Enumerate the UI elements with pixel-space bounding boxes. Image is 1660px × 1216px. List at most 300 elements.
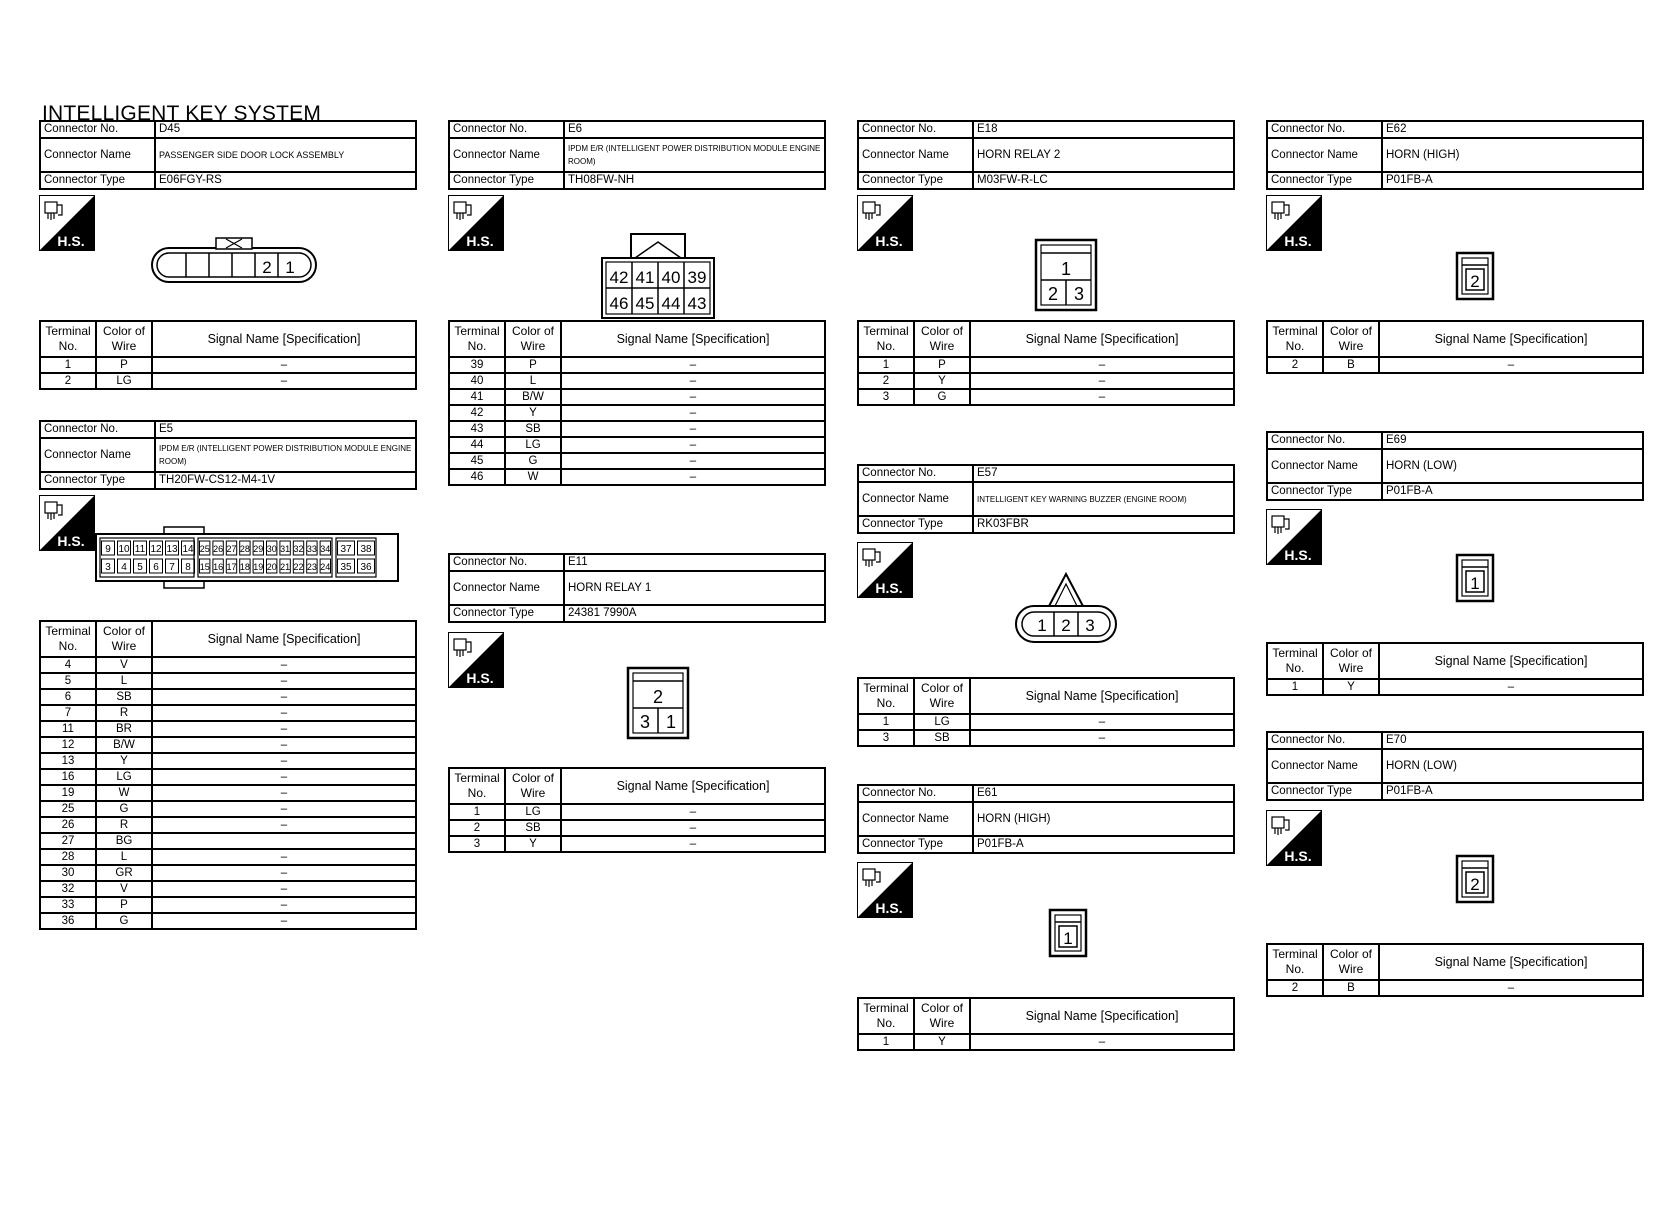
connector-no-label: Connector No. [858, 121, 973, 138]
harness-side-icon [857, 195, 913, 251]
wire-color-cell: B/W [96, 737, 152, 753]
connector-diagram-d45 [150, 236, 320, 286]
table-row [40, 705, 416, 721]
terminal-no-cell: 32 [40, 881, 96, 897]
wire-color-cell: Y [914, 373, 970, 389]
table-row [1267, 357, 1643, 373]
color-header: Color of Wire [914, 321, 970, 357]
connector-no-label: Connector No. [858, 785, 973, 802]
connector-type-label: Connector Type [40, 472, 155, 489]
terminal-no-cell: 12 [40, 737, 96, 753]
terminal-block-e57 [857, 677, 1235, 747]
terminal-no-cell: 2 [858, 373, 914, 389]
terminal-no-cell: 16 [40, 769, 96, 785]
signal-name-cell: – [561, 437, 825, 453]
connector-type-value: TH08FW-NH [564, 172, 825, 189]
connector-block-e61 [857, 784, 1235, 854]
table-row [40, 913, 416, 929]
terminal-no-cell: 4 [40, 657, 96, 673]
connector-diagram-e62 [1455, 251, 1495, 301]
terminal-no-cell: 3 [858, 730, 914, 746]
color-header: Color of Wire [505, 768, 561, 804]
signal-header: Signal Name [Specification] [970, 321, 1234, 357]
connector-name-label: Connector Name [1267, 449, 1382, 483]
table-row [40, 657, 416, 673]
terminal-no-cell: 2 [1267, 357, 1323, 373]
table-row [858, 357, 1234, 373]
table-row [449, 357, 825, 373]
connector-name-value: INTELLIGENT KEY WARNING BUZZER (ENGINE ROOM) [973, 482, 1234, 516]
wire-color-cell: V [96, 657, 152, 673]
connector-block-d45 [39, 120, 417, 190]
signal-name-cell: – [152, 705, 416, 721]
connector-info-table [857, 464, 1235, 534]
table-row [40, 817, 416, 833]
cavity-label: 1 [665, 712, 677, 732]
connector-name-value: PASSENGER SIDE DOOR LOCK ASSEMBLY [155, 138, 416, 172]
connector-name-label: Connector Name [1267, 138, 1382, 172]
harness-side-icon [448, 195, 504, 251]
cavity-label: 8 [185, 562, 191, 573]
cavity-label: 42 [609, 268, 629, 287]
hs-label: H.S. [466, 670, 494, 686]
wire-color-cell: SB [505, 421, 561, 437]
wire-color-cell: B [1323, 357, 1379, 373]
color-header: Color of Wire [96, 621, 152, 657]
cavity-label: 2 [262, 258, 272, 277]
wire-color-cell: R [96, 705, 152, 721]
wire-color-cell: Y [505, 405, 561, 421]
cavity-label: 46 [609, 294, 629, 313]
terminal-table [39, 320, 417, 390]
terminal-block-e62 [1266, 320, 1644, 374]
cavity-label: 39 [687, 268, 707, 287]
connector-info-table [857, 120, 1235, 190]
harness-side-icon [448, 632, 504, 688]
terminal-no-cell: 36 [40, 913, 96, 929]
cavity-label: 11 [134, 544, 146, 555]
connector-diagram-e61 [1048, 908, 1088, 958]
signal-name-cell: – [1379, 980, 1643, 996]
signal-header: Signal Name [Specification] [561, 321, 825, 357]
connector-type-value: P01FB-A [1382, 783, 1643, 800]
signal-name-cell: – [152, 721, 416, 737]
connector-name-value: HORN (HIGH) [973, 802, 1234, 836]
terminal-no-cell: 6 [40, 689, 96, 705]
cavity-label: 5 [137, 562, 143, 573]
connector-name-value: HORN (LOW) [1382, 749, 1643, 783]
signal-name-cell: – [561, 389, 825, 405]
cavity-label: 6 [153, 562, 159, 573]
connector-type-value: TH20FW-CS12-M4-1V [155, 472, 416, 489]
cavity-label: 1 [1037, 616, 1047, 635]
color-header: Color of Wire [914, 678, 970, 714]
cavity-label: 34 [320, 544, 331, 554]
connector-type-label: Connector Type [40, 172, 155, 189]
signal-name-cell: – [561, 804, 825, 820]
cavity-label: 1 [1470, 574, 1480, 593]
terminal-no-cell: 3 [449, 836, 505, 852]
wire-color-cell: Y [96, 753, 152, 769]
cavity-label: 13 [166, 544, 178, 555]
connector-info-table [1266, 431, 1644, 501]
terminal-no-cell: 1 [858, 714, 914, 730]
connector-type-label: Connector Type [449, 605, 564, 622]
table-row [40, 737, 416, 753]
terminal-no-header: Terminal No. [1267, 944, 1323, 980]
connector-type-value: P01FB-A [973, 836, 1234, 853]
terminal-no-header: Terminal No. [1267, 643, 1323, 679]
harness-side-icon [39, 495, 95, 551]
wire-color-cell: Y [505, 836, 561, 852]
table-row [858, 389, 1234, 405]
connector-no-value: E70 [1382, 732, 1643, 749]
table-row [449, 405, 825, 421]
terminal-no-header: Terminal No. [858, 321, 914, 357]
hs-label: H.S. [1284, 547, 1312, 563]
connector-name-value: HORN RELAY 2 [973, 138, 1234, 172]
cavity-label: 2 [1047, 284, 1059, 304]
wire-color-cell: Y [1323, 679, 1379, 695]
signal-name-cell: – [152, 849, 416, 865]
connector-no-value: E5 [155, 421, 416, 438]
connector-block-e5 [39, 420, 417, 490]
hs-label: H.S. [875, 900, 903, 916]
cavity-label: 32 [293, 544, 304, 554]
signal-name-cell: – [1379, 679, 1643, 695]
wire-color-cell: SB [505, 820, 561, 836]
connector-no-value: E69 [1382, 432, 1643, 449]
connector-block-e11 [448, 553, 826, 623]
connector-type-value: M03FW-R-LC [973, 172, 1234, 189]
terminal-no-cell: 1 [858, 1034, 914, 1050]
signal-header: Signal Name [Specification] [152, 621, 416, 657]
signal-name-cell: – [152, 881, 416, 897]
hs-label: H.S. [875, 233, 903, 249]
wire-color-cell: B [1323, 980, 1379, 996]
cavity-label: 1 [1060, 259, 1072, 279]
terminal-no-header: Terminal No. [449, 321, 505, 357]
cavity-label: 12 [150, 544, 162, 555]
wire-color-cell: G [96, 801, 152, 817]
connector-diagram-e6 [600, 232, 716, 320]
signal-name-cell: – [152, 817, 416, 833]
terminal-block-e11 [448, 767, 826, 853]
cavity-label: 3 [1085, 616, 1095, 635]
table-row [858, 1034, 1234, 1050]
cavity-label: 1 [1063, 929, 1073, 948]
signal-name-cell: – [561, 373, 825, 389]
terminal-table [1266, 642, 1644, 696]
connector-name-value: HORN (HIGH) [1382, 138, 1643, 172]
harness-side-icon [1266, 509, 1322, 565]
connector-diagram-e57 [1014, 572, 1118, 644]
terminal-no-cell: 28 [40, 849, 96, 865]
wire-color-cell: SB [96, 689, 152, 705]
cavity-label: 45 [635, 294, 655, 313]
terminal-no-cell: 2 [1267, 980, 1323, 996]
cavity-label: 20 [266, 562, 277, 572]
signal-name-cell: – [561, 469, 825, 485]
table-row [449, 469, 825, 485]
table-row [40, 881, 416, 897]
table-row [40, 897, 416, 913]
wire-color-cell: SB [914, 730, 970, 746]
table-row [40, 357, 416, 373]
signal-name-cell: – [152, 689, 416, 705]
table-row [40, 769, 416, 785]
signal-name-cell: – [152, 865, 416, 881]
connector-name-label: Connector Name [858, 138, 973, 172]
signal-header: Signal Name [Specification] [970, 998, 1234, 1034]
signal-name-cell: – [152, 913, 416, 929]
terminal-block-d45 [39, 320, 417, 390]
terminal-no-cell: 1 [449, 804, 505, 820]
signal-name-cell: – [561, 820, 825, 836]
terminal-no-cell: 3 [858, 389, 914, 405]
wire-color-cell: W [505, 469, 561, 485]
harness-side-icon [1266, 195, 1322, 251]
cavity-label: 3 [105, 562, 111, 573]
connector-block-e70 [1266, 731, 1644, 801]
terminal-no-cell: 7 [40, 705, 96, 721]
connector-diagram-e70 [1455, 854, 1495, 904]
connector-block-e57 [857, 464, 1235, 534]
wire-color-cell: L [96, 849, 152, 865]
table-row [449, 804, 825, 820]
connector-type-value: P01FB-A [1382, 172, 1643, 189]
connector-no-label: Connector No. [1267, 121, 1382, 138]
connector-info-table [448, 120, 826, 190]
signal-header: Signal Name [Specification] [152, 321, 416, 357]
table-row [1267, 980, 1643, 996]
cavity-label: 7 [169, 562, 175, 573]
cavity-label: 10 [118, 544, 130, 555]
signal-name-cell: – [152, 769, 416, 785]
terminal-no-cell: 43 [449, 421, 505, 437]
connector-name-value: HORN (LOW) [1382, 449, 1643, 483]
signal-name-cell: – [152, 801, 416, 817]
connector-name-label: Connector Name [449, 571, 564, 605]
wire-color-cell: L [96, 673, 152, 689]
connector-name-label: Connector Name [858, 482, 973, 516]
terminal-no-cell: 26 [40, 817, 96, 833]
signal-name-cell: – [970, 357, 1234, 373]
cavity-label: 18 [239, 562, 250, 572]
signal-name-cell: – [970, 389, 1234, 405]
wire-color-cell: LG [505, 804, 561, 820]
terminal-no-header: Terminal No. [449, 768, 505, 804]
hs-label: H.S. [1284, 233, 1312, 249]
table-row [449, 421, 825, 437]
table-row [40, 865, 416, 881]
hs-label: H.S. [466, 233, 494, 249]
signal-name-cell: – [970, 730, 1234, 746]
terminal-no-cell: 11 [40, 721, 96, 737]
signal-name-cell: – [152, 373, 416, 389]
signal-header: Signal Name [Specification] [1379, 321, 1643, 357]
terminal-no-cell: 1 [858, 357, 914, 373]
cavity-label: 14 [182, 544, 194, 555]
table-row [449, 389, 825, 405]
connector-no-value: E6 [564, 121, 825, 138]
connector-name-label: Connector Name [40, 138, 155, 172]
wire-color-cell: Y [914, 1034, 970, 1050]
terminal-no-header: Terminal No. [858, 678, 914, 714]
signal-header: Signal Name [Specification] [1379, 643, 1643, 679]
connector-name-label: Connector Name [1267, 749, 1382, 783]
connector-info-table [39, 420, 417, 490]
terminal-no-cell: 44 [449, 437, 505, 453]
connector-block-e6 [448, 120, 826, 190]
table-row [858, 730, 1234, 746]
table-row [1267, 679, 1643, 695]
harness-side-icon [1266, 810, 1322, 866]
table-row [40, 849, 416, 865]
terminal-table [1266, 943, 1644, 997]
terminal-no-cell: 41 [449, 389, 505, 405]
connector-no-label: Connector No. [449, 121, 564, 138]
connector-type-label: Connector Type [1267, 783, 1382, 800]
signal-name-cell: – [970, 373, 1234, 389]
terminal-table [1266, 320, 1644, 374]
wire-color-cell: W [96, 785, 152, 801]
connector-type-value: RK03FBR [973, 516, 1234, 533]
signal-name-cell: – [970, 1034, 1234, 1050]
connector-no-label: Connector No. [1267, 432, 1382, 449]
wire-color-cell: G [914, 389, 970, 405]
cavity-label: 40 [661, 268, 681, 287]
terminal-no-cell: 42 [449, 405, 505, 421]
terminal-table [448, 767, 826, 853]
table-row [40, 753, 416, 769]
table-row [40, 721, 416, 737]
cavity-label: 37 [340, 544, 352, 555]
wire-color-cell: G [505, 453, 561, 469]
signal-name-cell: – [561, 405, 825, 421]
terminal-no-cell: 13 [40, 753, 96, 769]
signal-name-cell: – [152, 657, 416, 673]
wire-color-cell: GR [96, 865, 152, 881]
wire-color-cell: P [96, 897, 152, 913]
connector-type-label: Connector Type [858, 516, 973, 533]
cavity-label: 9 [105, 544, 111, 555]
wire-color-cell: V [96, 881, 152, 897]
wire-color-cell: BG [96, 833, 152, 849]
cavity-label: 19 [253, 562, 264, 572]
terminal-block-e70 [1266, 943, 1644, 997]
cavity-label: 25 [199, 544, 210, 554]
connector-no-label: Connector No. [40, 421, 155, 438]
cavity-label: 3 [1073, 284, 1085, 304]
terminal-block-e18 [857, 320, 1235, 406]
connector-type-label: Connector Type [449, 172, 564, 189]
connector-name-value: HORN RELAY 1 [564, 571, 825, 605]
connector-type-value: 24381 7990A [564, 605, 825, 622]
cavity-label: 28 [239, 544, 250, 554]
cavity-label: 44 [661, 294, 681, 313]
cavity-label: 16 [213, 562, 224, 572]
signal-name-cell: – [1379, 357, 1643, 373]
cavity-label: 22 [293, 562, 304, 572]
terminal-no-cell: 25 [40, 801, 96, 817]
color-header: Color of Wire [1323, 944, 1379, 980]
terminal-no-cell: 2 [40, 373, 96, 389]
color-header: Color of Wire [1323, 643, 1379, 679]
signal-name-cell [152, 833, 416, 849]
connector-diagram-e5 [94, 526, 400, 590]
wire-color-cell: R [96, 817, 152, 833]
cavity-label: 24 [320, 562, 331, 572]
connector-block-e18 [857, 120, 1235, 190]
connector-type-label: Connector Type [1267, 483, 1382, 500]
connector-no-value: D45 [155, 121, 416, 138]
connector-no-value: E57 [973, 465, 1234, 482]
cavity-label: 3 [639, 712, 651, 732]
harness-side-icon [857, 862, 913, 918]
signal-header: Signal Name [Specification] [970, 678, 1234, 714]
terminal-block-e61 [857, 997, 1235, 1051]
connector-info-table [39, 120, 417, 190]
connector-type-label: Connector Type [858, 172, 973, 189]
terminal-no-cell: 1 [1267, 679, 1323, 695]
wire-color-cell: G [96, 913, 152, 929]
table-row [40, 689, 416, 705]
table-row [858, 373, 1234, 389]
signal-name-cell: – [152, 753, 416, 769]
table-row [449, 820, 825, 836]
table-row [449, 453, 825, 469]
cavity-label: 2 [652, 687, 664, 707]
cavity-label: 31 [280, 544, 291, 554]
cavity-label: 26 [213, 544, 224, 554]
wire-color-cell: P [914, 357, 970, 373]
table-row [40, 801, 416, 817]
cavity-label: 23 [306, 562, 317, 572]
terminal-no-cell: 1 [40, 357, 96, 373]
table-row [449, 836, 825, 852]
terminal-table [39, 620, 417, 930]
terminal-table [857, 320, 1235, 406]
connector-block-e62 [1266, 120, 1644, 190]
color-header: Color of Wire [505, 321, 561, 357]
connector-no-value: E62 [1382, 121, 1643, 138]
cavity-label: 4 [121, 562, 127, 573]
terminal-no-cell: 45 [449, 453, 505, 469]
cavity-label: 36 [360, 562, 372, 573]
signal-name-cell: – [152, 897, 416, 913]
signal-name-cell: – [152, 673, 416, 689]
terminal-no-header: Terminal No. [40, 621, 96, 657]
connector-name-label: Connector Name [858, 802, 973, 836]
harness-side-icon [39, 195, 95, 251]
table-row [40, 673, 416, 689]
harness-side-icon [857, 542, 913, 598]
wire-color-cell: LG [505, 437, 561, 453]
connector-no-label: Connector No. [449, 554, 564, 571]
cavity-label: 43 [687, 294, 707, 313]
cavity-label: 30 [266, 544, 277, 554]
wire-color-cell: B/W [505, 389, 561, 405]
connector-type-label: Connector Type [1267, 172, 1382, 189]
signal-name-cell: – [152, 785, 416, 801]
terminal-no-cell: 39 [449, 357, 505, 373]
signal-header: Signal Name [Specification] [1379, 944, 1643, 980]
signal-name-cell: – [152, 357, 416, 373]
connector-no-value: E11 [564, 554, 825, 571]
terminal-no-cell: 33 [40, 897, 96, 913]
connector-diagram-e69 [1455, 553, 1495, 603]
